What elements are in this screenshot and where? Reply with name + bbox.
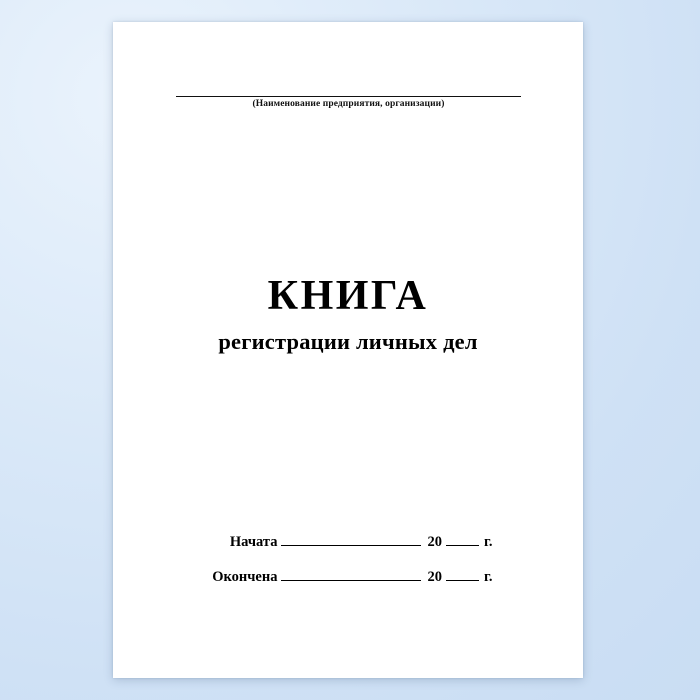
- start-date-row: [113, 532, 583, 551]
- start-date-blank[interactable]: [281, 532, 421, 546]
- start-date-year-suffix: г.: [483, 534, 493, 550]
- end-date-row: [113, 567, 583, 586]
- title-block: [113, 274, 583, 355]
- start-date-year-blank[interactable]: [446, 532, 479, 546]
- page-subtitle: регистрации личных дел: [218, 329, 478, 355]
- end-date-blank[interactable]: [281, 567, 421, 581]
- organisation-name-caption: (Наименование предприятия, организации): [252, 99, 445, 109]
- end-date-year-blank[interactable]: [446, 567, 479, 581]
- organisation-name-rule[interactable]: [176, 96, 521, 97]
- end-date-year-prefix: 20: [427, 569, 442, 585]
- end-date-label: Окончена: [212, 569, 278, 585]
- organisation-name-field[interactable]: [176, 96, 521, 109]
- dates-block: [113, 532, 583, 602]
- end-date-year-suffix: г.: [483, 569, 493, 585]
- page-title: КНИГА: [267, 273, 429, 319]
- document-cover-page: [113, 22, 583, 678]
- start-date-year-prefix: 20: [427, 534, 442, 550]
- start-date-label: Начата: [229, 534, 278, 550]
